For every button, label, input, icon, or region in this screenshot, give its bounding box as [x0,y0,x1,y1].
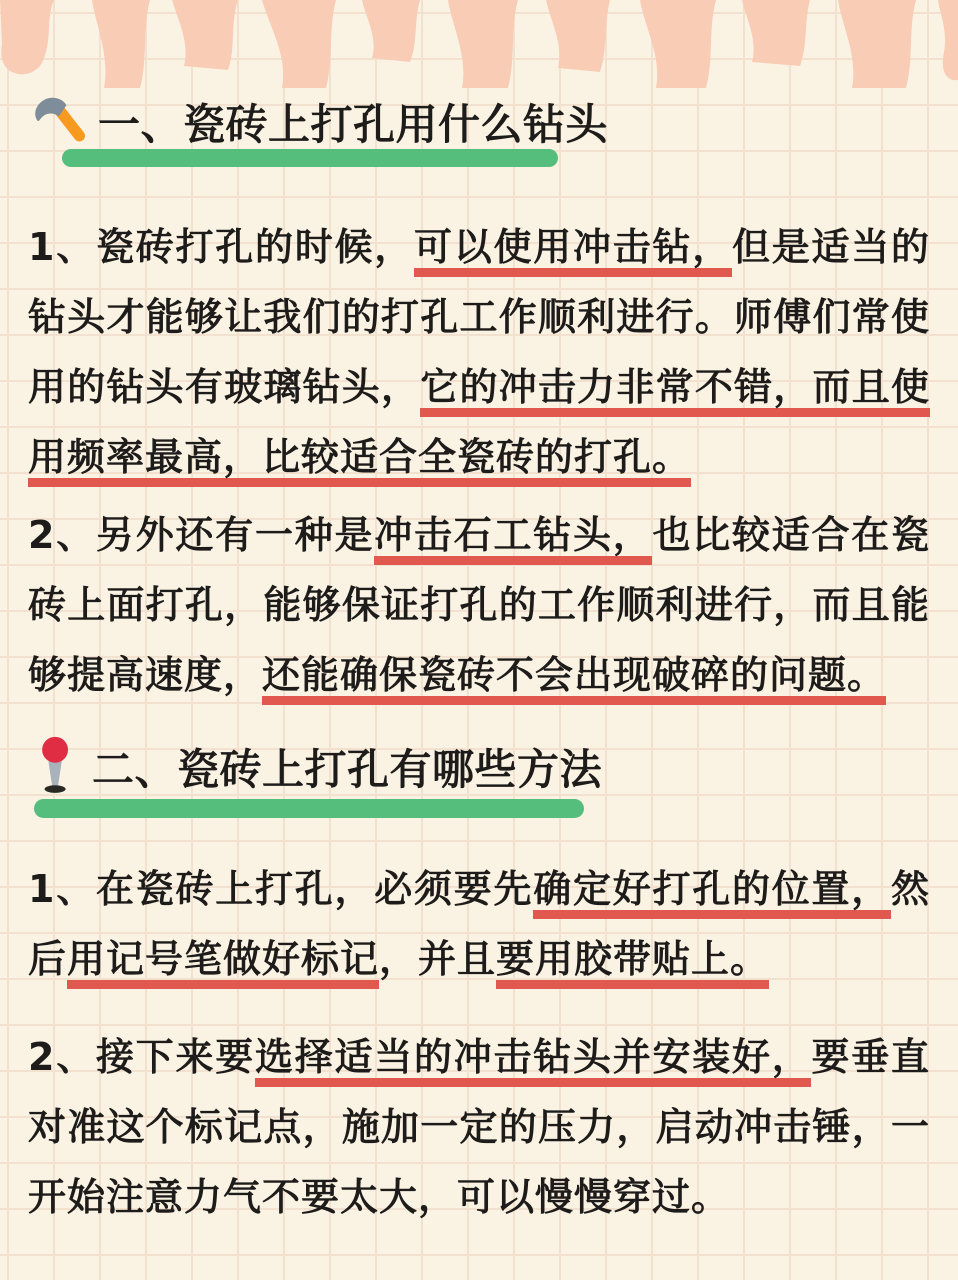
text-segment: 也比较适合在瓷砖上面打孔，能够保证打孔的工作顺利进行，而且能够提高速度， [28,513,930,697]
section1-title: 一、瓷砖上打孔用什么钻头 [98,100,609,149]
paragraph-2 [28,500,930,710]
paragraph-3 [28,854,930,994]
text-segment: 但是适当的钻头才能够让我们的打孔工作顺利进行。师傅们常使用的钻头有玻璃钻头， [28,225,930,409]
pushpin-icon [34,736,80,798]
text-segment-red-underlined: 选择适当的冲击钻头并安装好， [255,1035,812,1087]
text-segment: 要垂直对准这个标记点，施加一定的压力，启动冲击锤，一开始注意力气不要太大，可以慢慢穿过。 [28,1035,930,1219]
text-segment-red-underlined: 冲击石工钻头， [374,513,652,565]
section2-title: 二、瓷砖上打孔有哪些方法 [92,745,603,794]
section1-green-underline [62,149,558,167]
text-segment: 然后 [28,867,930,981]
paragraph-4 [28,1022,930,1232]
text-segment-red-underlined: 用记号笔做好标记 [67,937,379,989]
section1-heading [30,92,608,152]
text-segment: 1、瓷砖打孔的时候， [28,225,414,269]
text-segment-red-underlined: 要用胶带贴上。 [496,937,769,989]
text-segment: 2、接下来要 [28,1035,255,1079]
text-segment-red-underlined: 确定好打孔的位置， [533,867,891,919]
text-segment-red-underlined: 还能确保瓷砖不会出现破碎的问题。 [262,653,886,705]
hammer-icon [30,94,86,150]
text-segment: 1、在瓷砖上打孔，必须要先 [28,867,534,911]
paragraph-1 [28,212,930,492]
section2-heading [34,736,602,798]
text-segment: ，并且 [379,937,497,981]
text-segment: 2、另外还有一种是 [28,513,375,557]
section2-green-underline [34,799,584,818]
text-segment-red-underlined: 可以使用冲击钻， [414,225,732,277]
top-border-decoration [0,0,958,88]
text-segment-red-underlined: 它的冲击力非常不错，而且使用频率最高，比较适合全瓷砖的打孔。 [28,365,930,487]
